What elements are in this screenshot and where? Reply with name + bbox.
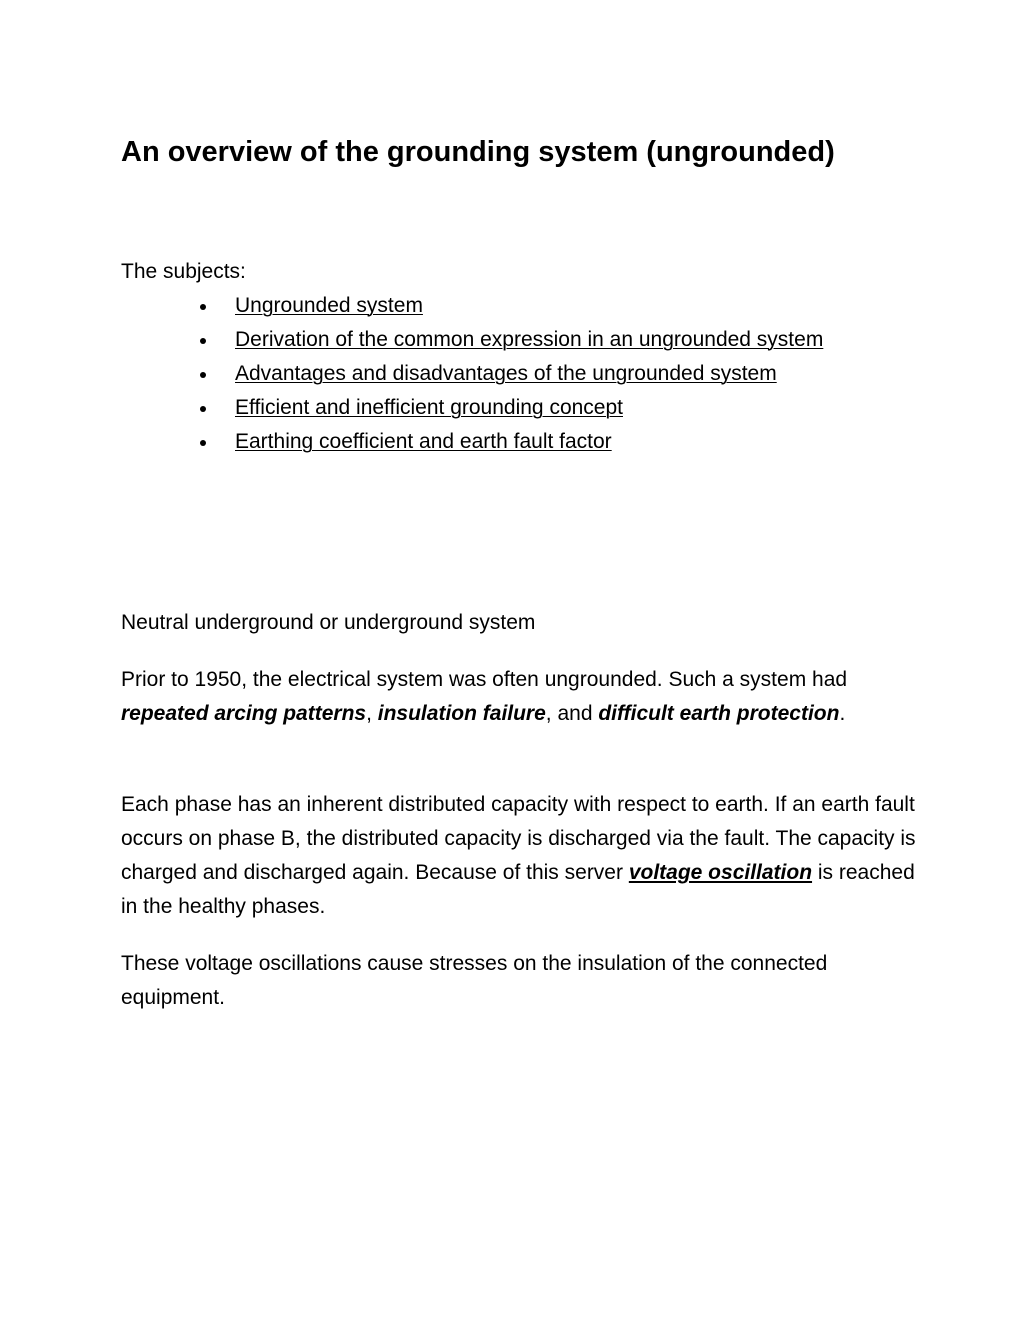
subjects-list: [196, 289, 823, 459]
subjects-label: The subjects:: [121, 260, 246, 283]
paragraph-history: [121, 663, 921, 731]
emphasis-earth-protection: difficult earth protection: [598, 702, 840, 725]
paragraph-end: .: [839, 702, 846, 725]
subject-link-advantages[interactable]: Advantages and disadvantages of the ungrounded system: [235, 362, 777, 385]
bullet-icon: [200, 304, 206, 310]
subject-link-grounding-concept[interactable]: Efficient and inefficient grounding concept: [235, 396, 623, 419]
section-heading: Neutral underground or underground system: [121, 611, 536, 634]
separator: , and: [545, 702, 599, 725]
list-item: [196, 391, 823, 425]
subject-link-ungrounded-system[interactable]: Ungrounded system: [235, 294, 423, 317]
list-item: [196, 323, 823, 357]
emphasis-insulation: insulation failure: [377, 702, 546, 725]
paragraph-text: Each phase has an inherent distributed capacity with respect to earth. If an earth fault occurs on phase B, the distributed capacity is discharged via the fault. The capacity is charged and discharged again. Because of this server: [121, 793, 916, 884]
bullet-icon: [200, 440, 206, 446]
paragraph-stresses: These voltage oscillations cause stresses on the insulation of the connected equipment.: [121, 952, 828, 1009]
bullet-icon: [200, 406, 206, 412]
subject-link-derivation[interactable]: Derivation of the common expression in an ungrounded system: [235, 328, 824, 351]
paragraph-text: is reached in the healthy phases.: [121, 861, 915, 918]
separator: ,: [366, 702, 378, 725]
page-title: An overview of the grounding system (ungrounded): [121, 136, 835, 168]
paragraph-capacity: [121, 788, 921, 924]
list-item: [196, 289, 823, 323]
bullet-icon: [200, 372, 206, 378]
bullet-icon: [200, 338, 206, 344]
paragraph-text: Prior to 1950, the electrical system was often ungrounded. Such a system had: [121, 668, 848, 691]
emphasis-arcing: repeated arcing patterns: [121, 702, 367, 725]
list-item: [196, 357, 823, 391]
voltage-oscillation-link[interactable]: voltage oscillation: [628, 861, 813, 884]
subject-link-earthing-coefficient[interactable]: Earthing coefficient and earth fault factor: [235, 430, 612, 453]
list-item: [196, 425, 823, 459]
